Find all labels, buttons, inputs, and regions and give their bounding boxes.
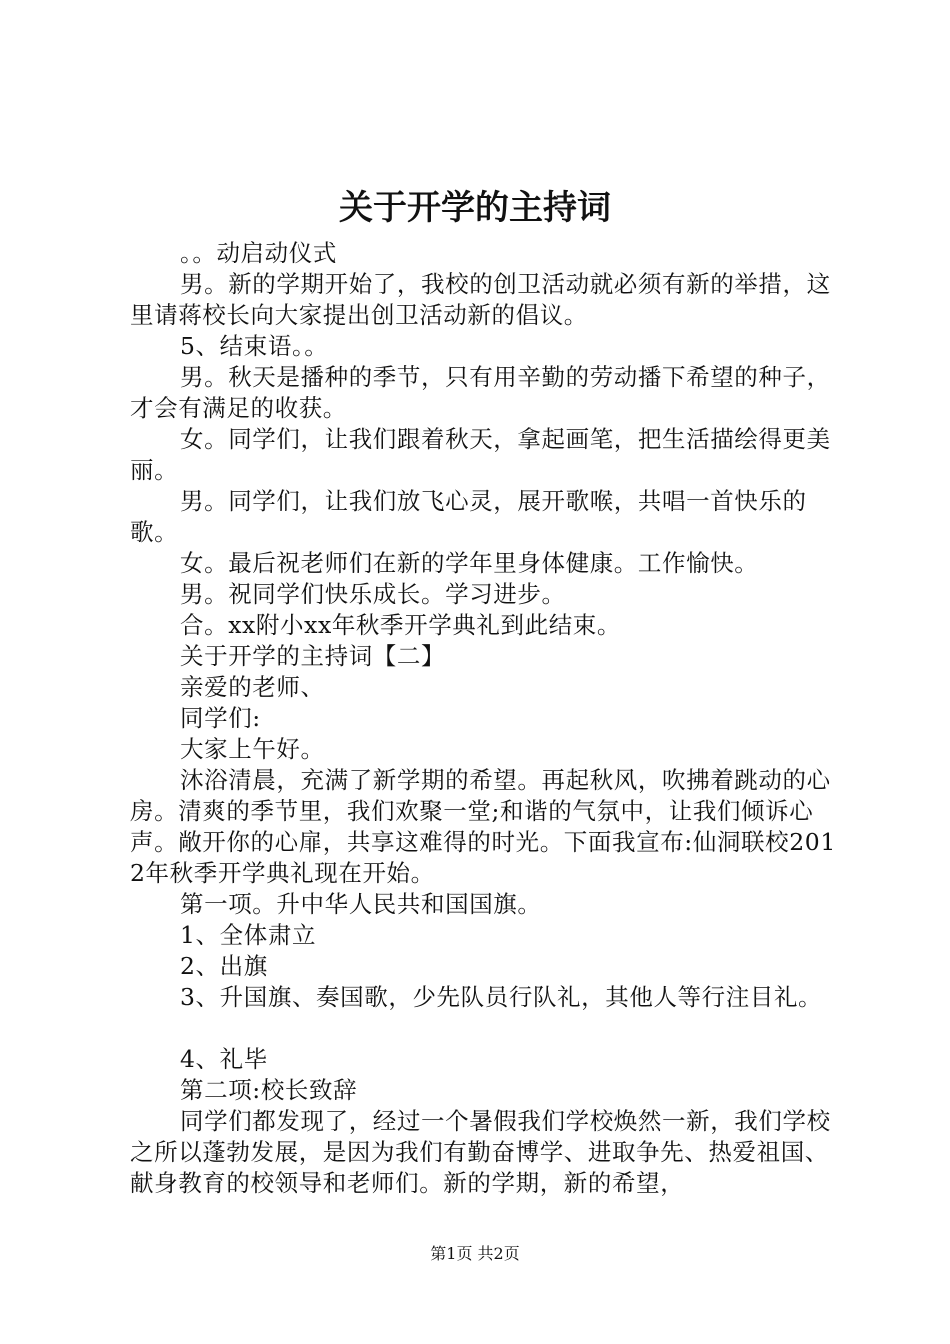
blank-line [130,1013,850,1044]
paragraph: 女。同学们，让我们跟着秋天，拿起画笔，把生活描绘得更美丽。 [130,425,831,484]
list-item: 2、出旗 [180,952,268,980]
paragraph: 男。祝同学们快乐成长。学习进步。 [180,580,566,608]
list-item: 1、全体肃立 [180,921,317,949]
paragraph: 亲爱的老师、 [180,673,325,701]
list-item: 3、升国旗、奏国歌，少先队员行队礼，其他人等行注目礼。 [180,983,823,1011]
document-title: 关于开学的主持词 [339,188,611,228]
paragraph: 大家上午好。 [180,735,325,763]
paragraph: 男。秋天是播种的季节，只有用辛勤的劳动播下希望的种子，才会有满足的收获。 [130,363,831,422]
paragraph: 沐浴清晨，充满了新学期的希望。再起秋风，吹拂着跳动的心房。清爽的季节里，我们欢聚一堂;和谐的气氛中，让我们倾诉心声。敞开你的心扉，共享这难得的时光。下面我宣布:仙洞联校2012年秋季开学典礼现在开始。 [130,766,836,887]
paragraph: 女。最后祝老师们在新的学年里身体健康。工作愉快。 [180,549,759,577]
paragraph: 男。同学们，让我们放飞心灵，展开歌喉，共唱一首快乐的歌。 [130,487,807,546]
page-footer: 第1页 共2页 [430,1244,520,1263]
paragraph: 同学们都发现了，经过一个暑假我们学校焕然一新，我们学校之所以蓬勃发展，是因为我们有勤奋博学、进取争先、热爱祖国、献身教育的校领导和老师们。新的学期，新的希望， [130,1107,831,1197]
paragraph: 第一项。升中华人民共和国国旗。 [180,890,542,918]
paragraph: 同学们: [180,704,261,732]
paragraph: 男。新的学期开始了，我校的创卫活动就必须有新的举措，这里请蒋校长向大家提出创卫活动新的倡议。 [130,270,831,329]
section-heading: 关于开学的主持词【二】 [180,642,446,670]
paragraph: 合。xx附小xx年秋季开学典礼到此结束。 [180,611,622,639]
list-item: 4、礼毕 [180,1045,268,1073]
paragraph: 。。动启动仪式 [180,239,337,267]
paragraph: 第二项:校长致辞 [180,1076,358,1104]
paragraph: 5、结束语。。 [180,332,329,360]
document-body [130,238,850,1199]
